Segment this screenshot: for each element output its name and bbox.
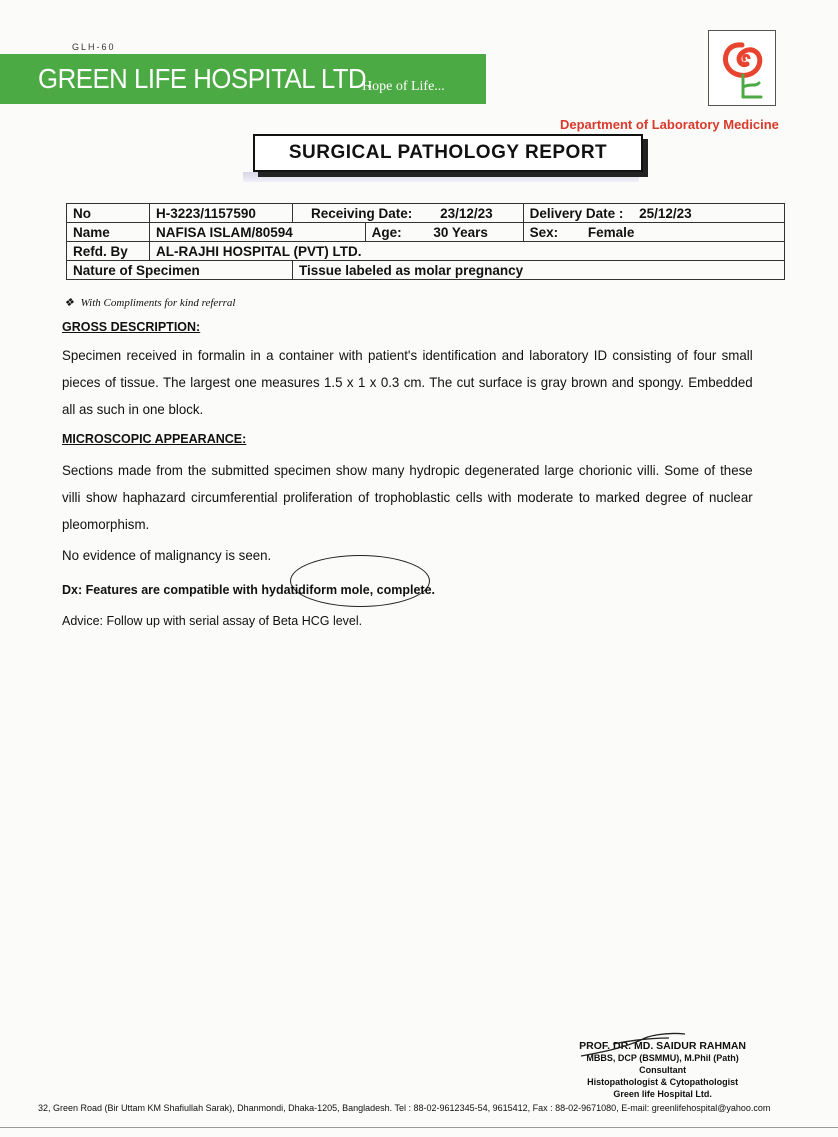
signatory-org: Green life Hospital Ltd. (613, 1089, 712, 1099)
delivery-value: 25/12/23 (639, 205, 692, 221)
hospital-banner (0, 54, 486, 104)
diagnosis-suffix: complete. (373, 583, 436, 597)
signatory-specialty: Histopathologist & Cytopathologist (587, 1077, 739, 1087)
specimen-value: Tissue labeled as molar pregnancy (293, 261, 785, 280)
signatory-role: Consultant (639, 1065, 687, 1075)
department-name: Department of Laboratory Medicine (560, 117, 779, 132)
signatory-degrees: MBBS, DCP (BSMMU), M.Phil (Path) (586, 1053, 739, 1063)
diagnosis-highlight: hydatidiform mole, (261, 583, 374, 597)
sex-cell (523, 223, 784, 242)
micro-heading: MICROSCOPIC APPEARANCE: (62, 432, 247, 446)
footer-rule (0, 1127, 838, 1128)
advice-text: Advice: Follow up with serial assay of Beta HCG level. (62, 614, 363, 628)
signatory-name: PROF. DR. MD. SAIDUR RAHMAN (579, 1040, 746, 1052)
age-label: Age: (371, 224, 402, 240)
rose-logo-icon (708, 30, 776, 106)
compliments-line (64, 296, 235, 309)
delivery-label: Delivery Date : (529, 205, 624, 221)
handwritten-signature (573, 1028, 703, 1062)
hospital-name: GREEN LIFE HOSPITAL LTD. (38, 63, 373, 94)
delivery-date (523, 204, 784, 223)
age-value: 30 Years (433, 224, 488, 240)
form-code: GLH-60 (72, 42, 116, 52)
no-label: No (67, 204, 150, 223)
gross-text: Specimen received in formalin in a container with patient's identification and laboratory ID consisting of four small pieces of tissue. The largest one measures 1.5 x 1 x 0.3 cm. The cut surface is gray brown and spongy. Embedded all as such in one block. (62, 347, 753, 417)
footer-address: 32, Green Road (Bir Uttam KM Shafiullah Sarak), Dhanmondi, Dhaka-1205, Bangladesh. Tel : 88-02-9612345-54, 9615412, Fax : 88-02-9671080, E-mail: greenlifehospital@yahoo.com (38, 1103, 771, 1113)
malignancy-text: No evidence of malignancy is seen. (62, 547, 272, 563)
title-underlay (243, 172, 639, 182)
name-value: NAFISA ISLAM/80594 (150, 223, 366, 242)
gross-heading: GROSS DESCRIPTION: (62, 320, 201, 334)
hospital-tagline: Hope of Life... (362, 79, 445, 94)
handwritten-circle (290, 555, 430, 607)
name-label: Name (67, 223, 150, 242)
patient-info-table (66, 203, 785, 280)
age-cell (365, 223, 523, 242)
report-title: SURGICAL PATHOLOGY REPORT (253, 134, 643, 172)
refd-value: AL-RAJHI HOSPITAL (PVT) LTD. (150, 242, 785, 261)
micro-text: Sections made from the submitted specimen show many hydropic degenerated large chorionic villi. Some of these villi show haphazard circumferential proliferation of trophoblastic cells with moderate to marked degree of nuclear pleomorphism. (62, 462, 753, 532)
receiving-value: 23/12/23 (440, 205, 493, 221)
sex-label: Sex: (529, 224, 559, 240)
diagnosis-prefix: Dx: Features are compatible with (62, 583, 262, 597)
diamond-bullet-icon: ❖ (64, 297, 74, 309)
receiving-label: Receiving Date: (311, 205, 413, 221)
no-value: H-3223/1157590 (150, 204, 293, 223)
sex-value: Female (587, 224, 635, 240)
specimen-label: Nature of Specimen (67, 261, 293, 280)
signature-block (579, 1040, 746, 1100)
compliments-text: With Compliments for kind referral (80, 297, 236, 309)
receiving-date (293, 204, 524, 223)
refd-label: Refd. By (67, 242, 150, 261)
diagnosis-line (62, 583, 435, 597)
